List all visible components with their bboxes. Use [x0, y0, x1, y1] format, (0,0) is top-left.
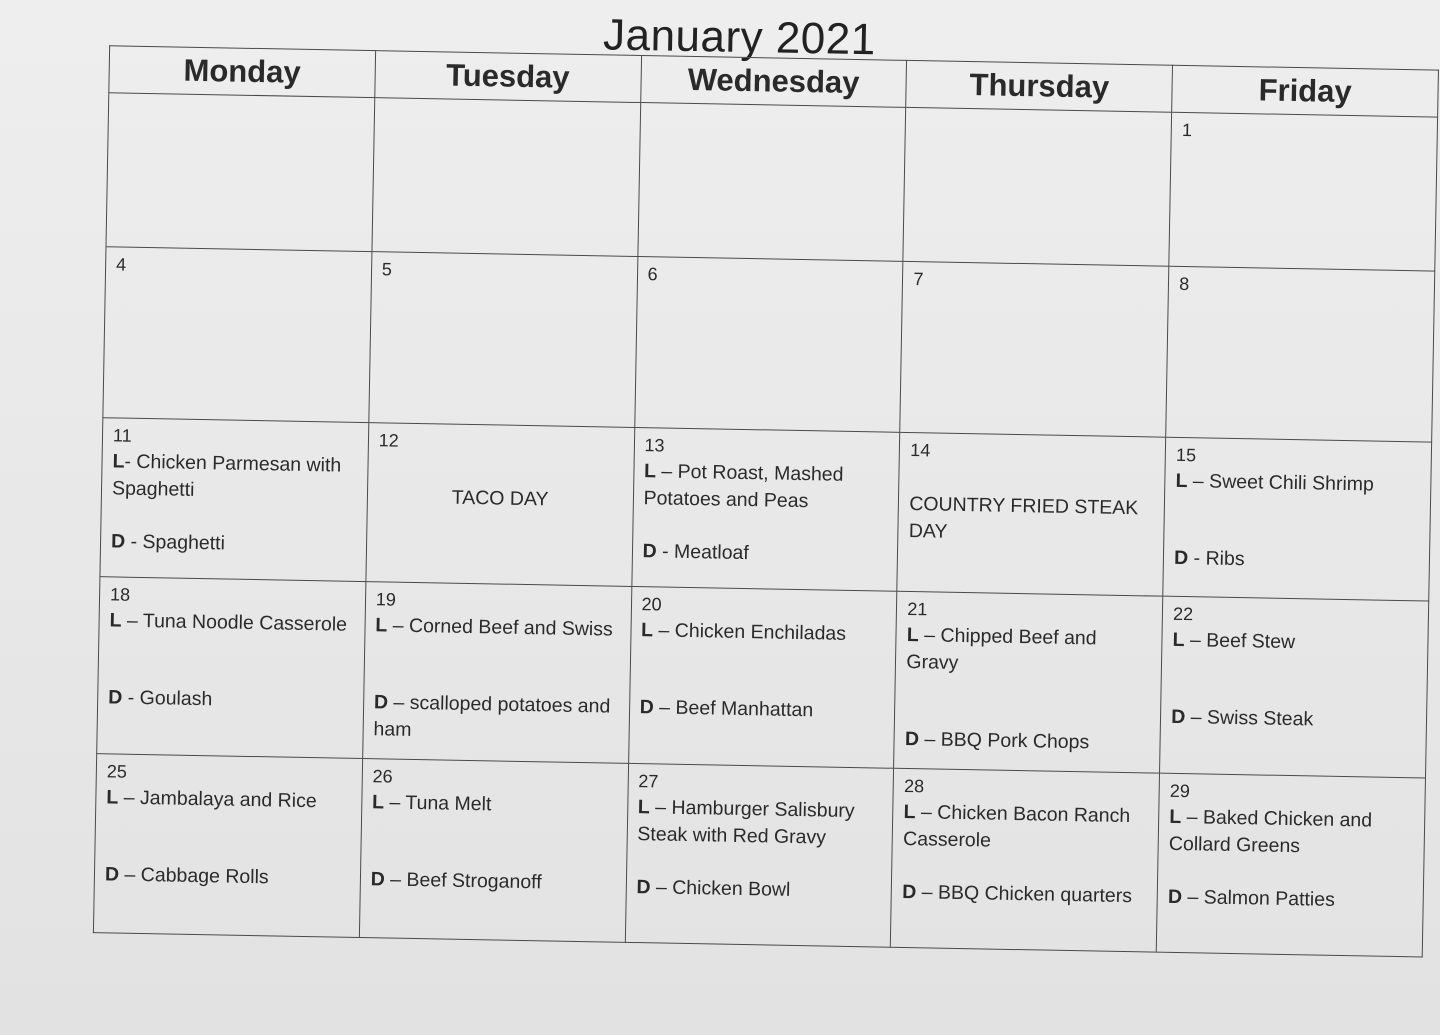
dinner-text: BBQ Pork Chops: [940, 728, 1090, 754]
calendar-grid: [93, 45, 1439, 957]
day-cell: [628, 586, 897, 768]
lunch-item: [106, 784, 351, 815]
day-cell: [100, 418, 369, 582]
lunch-item: [1169, 804, 1415, 862]
week-row: [100, 418, 1432, 601]
dinner-text: Chicken Bowl: [672, 876, 791, 901]
day-cell: [894, 591, 1163, 773]
dinner-text: Beef Stroganoff: [406, 868, 542, 894]
day-cell: [93, 754, 362, 938]
dinner-separator: -: [656, 540, 675, 563]
weekday-header: Wednesday: [640, 56, 907, 108]
dinner-text: Spaghetti: [142, 530, 226, 555]
lunch-text: Chicken Enchiladas: [674, 619, 847, 645]
dinner-item: [639, 694, 884, 725]
dinner-separator: –: [118, 863, 141, 886]
dinner-item: [1174, 545, 1419, 576]
lunch-separator: –: [118, 786, 141, 809]
day-number: [119, 97, 364, 101]
lunch-text: Pot Roast, Mashed Potatoes and Peas: [643, 460, 844, 513]
dinner-separator: -: [122, 686, 140, 709]
day-number: 7: [913, 269, 924, 290]
day-cell: [637, 103, 906, 262]
lunch-prefix: L: [1172, 628, 1185, 652]
lunch-prefix: L: [375, 614, 388, 637]
day-number: 1: [1181, 119, 1193, 141]
day-cell: [1166, 266, 1435, 442]
week-row: [106, 93, 1438, 271]
day-number: [916, 112, 1161, 116]
lunch-separator: –: [655, 460, 678, 483]
lunch-separator: –: [918, 624, 941, 647]
day-number: 22: [1172, 603, 1194, 625]
dinner-item: [370, 866, 615, 897]
dinner-text: Cabbage Rolls: [140, 863, 269, 889]
week-row: [97, 577, 1429, 778]
day-number: 25: [106, 761, 128, 782]
day-cell: [625, 763, 894, 947]
lunch-text: Tuna Noodle Casserole: [142, 609, 348, 636]
lunch-separator: –: [1184, 629, 1207, 652]
day-cell: [103, 247, 372, 423]
day-cell: [897, 432, 1166, 596]
dinner-text: Ribs: [1205, 547, 1245, 571]
day-number: 26: [372, 766, 393, 787]
day-cell: [1163, 437, 1432, 601]
day-cell: [631, 427, 900, 591]
lunch-text: Tuna Melt: [405, 791, 492, 816]
lunch-prefix: L: [1169, 805, 1182, 829]
dinner-text: BBQ Chicken quarters: [937, 881, 1133, 908]
lunch-item: [1175, 468, 1420, 499]
dinner-item: [1168, 884, 1413, 915]
lunch-separator: –: [652, 619, 675, 642]
lunch-prefix: L: [906, 623, 920, 647]
lunch-prefix: L: [112, 450, 125, 473]
lunch-prefix: L: [640, 619, 654, 642]
lunch-text: Jambalaya and Rice: [139, 786, 317, 813]
lunch-item: [109, 607, 354, 638]
lunch-text: Hamburger Salisbury Steak with Red Gravy: [637, 796, 855, 849]
lunch-prefix: L: [106, 786, 119, 809]
day-cell: [369, 252, 638, 428]
day-number: [651, 107, 896, 111]
lunch-text: Chicken Bacon Ranch Casserole: [902, 801, 1131, 852]
day-cell: [106, 93, 375, 252]
lunch-text: Sweet Chili Shrimp: [1208, 470, 1375, 496]
dinner-item: [105, 861, 350, 892]
dinner-prefix: D: [636, 876, 651, 899]
day-cell: [900, 261, 1169, 437]
dinner-item: [636, 874, 881, 905]
dinner-prefix: D: [901, 880, 917, 904]
lunch-separator: –: [383, 791, 406, 814]
lunch-text: Chicken Parmesan with Spaghetti: [111, 450, 342, 501]
day-number: 27: [638, 771, 659, 792]
day-number: 5: [381, 259, 393, 280]
dinner-item: [111, 528, 356, 559]
dinner-prefix: D: [370, 868, 386, 891]
dinner-item: [1171, 704, 1416, 735]
day-number: 13: [644, 435, 665, 456]
dinner-separator: –: [1181, 886, 1204, 909]
lunch-item: [372, 789, 617, 820]
dinner-prefix: D: [639, 696, 655, 719]
day-number: 28: [903, 775, 925, 797]
lunch-item: [375, 612, 620, 643]
dinner-separator: –: [1185, 706, 1208, 729]
lunch-separator: –: [121, 609, 144, 632]
dinner-prefix: D: [373, 691, 389, 714]
day-number: 14: [910, 440, 931, 461]
dinner-separator: -: [124, 530, 143, 553]
dinner-separator: –: [653, 696, 676, 719]
weekday-header: Thursday: [906, 60, 1173, 112]
day-cell: [903, 107, 1172, 266]
dinner-item: [108, 684, 353, 715]
day-number: 6: [647, 264, 658, 285]
dinner-text: Beef Manhattan: [675, 696, 814, 722]
dinner-prefix: D: [642, 540, 657, 563]
dinner-item: [642, 538, 887, 569]
day-cell: [634, 256, 903, 432]
lunch-prefix: L: [637, 796, 651, 819]
day-number: 15: [1175, 444, 1197, 466]
lunch-separator: -: [124, 450, 137, 473]
lunch-item: [903, 799, 1149, 857]
dinner-prefix: D: [110, 530, 126, 553]
lunch-separator: –: [915, 801, 938, 824]
lunch-item: [1172, 627, 1417, 658]
dinner-text: Meatloaf: [673, 540, 750, 565]
lunch-text: Beef Stew: [1206, 629, 1296, 654]
dinner-text: Goulash: [139, 686, 213, 711]
dinner-text: scalloped potatoes and ham: [373, 691, 611, 741]
day-number: 11: [112, 425, 132, 446]
day-cell: [1160, 596, 1429, 778]
dinner-prefix: D: [108, 686, 123, 709]
lunch-prefix: L: [371, 791, 385, 814]
lunch-item: [643, 458, 889, 516]
dinner-item: [373, 689, 619, 747]
lunch-item: [637, 794, 883, 852]
dinner-item: [902, 879, 1147, 910]
day-number: 20: [641, 594, 662, 615]
dinner-text: Swiss Steak: [1206, 706, 1314, 731]
lunch-prefix: L: [1175, 469, 1188, 493]
dinner-separator: –: [387, 691, 410, 714]
day-cell: [366, 423, 635, 587]
day-cell: [1169, 112, 1438, 271]
lunch-text: Baked Chicken and Collard Greens: [1168, 806, 1373, 858]
dinner-separator: -: [1188, 547, 1206, 570]
day-cell: [891, 768, 1160, 952]
lunch-prefix: L: [109, 609, 122, 632]
dinner-separator: –: [916, 881, 939, 904]
lunch-prefix: L: [903, 800, 916, 824]
lunch-separator: –: [1181, 806, 1204, 829]
lunch-text: Corned Beef and Swiss: [408, 614, 613, 641]
lunch-separator: –: [387, 614, 410, 637]
day-number: 12: [378, 430, 399, 451]
weekday-header: Tuesday: [375, 51, 642, 103]
day-number: 8: [1178, 273, 1190, 295]
lunch-text: Chipped Beef and Gravy: [906, 624, 1097, 674]
weekday-header: Friday: [1172, 65, 1439, 117]
special-day-note: TACO DAY: [451, 486, 549, 511]
dinner-prefix: D: [1173, 546, 1189, 570]
dinner-separator: –: [918, 728, 941, 751]
day-number: [385, 102, 630, 106]
week-row: [103, 247, 1435, 442]
dinner-separator: –: [384, 868, 407, 891]
lunch-item: [641, 617, 886, 648]
lunch-item: [112, 448, 358, 506]
day-number: 18: [109, 584, 131, 605]
lunch-separator: –: [649, 796, 672, 819]
dinner-separator: –: [650, 876, 673, 899]
day-cell: [362, 582, 631, 764]
day-number: 19: [375, 589, 397, 610]
dinner-prefix: D: [1171, 705, 1186, 729]
day-cell: [372, 98, 641, 257]
dinner-prefix: D: [1167, 885, 1183, 909]
dinner-text: Salmon Patties: [1203, 886, 1336, 911]
weekday-header: Monday: [109, 46, 376, 98]
week-row: [93, 754, 1425, 957]
lunch-item: [906, 622, 1152, 680]
day-number: 21: [907, 598, 928, 620]
lunch-prefix: L: [643, 460, 657, 483]
day-cell: [359, 759, 628, 943]
special-day-note: COUNTRY FRIED STEAK DAY: [908, 493, 1139, 543]
day-cell: [1156, 773, 1425, 957]
month-title: January 2021: [602, 10, 877, 65]
day-number: 29: [1169, 780, 1191, 802]
dinner-prefix: D: [104, 863, 120, 886]
dinner-item: [905, 726, 1150, 757]
calendar-sheet: [22, 0, 1440, 1026]
day-number: 4: [115, 254, 127, 275]
lunch-separator: –: [1187, 470, 1210, 493]
dinner-prefix: D: [904, 727, 920, 751]
day-cell: [97, 577, 366, 759]
